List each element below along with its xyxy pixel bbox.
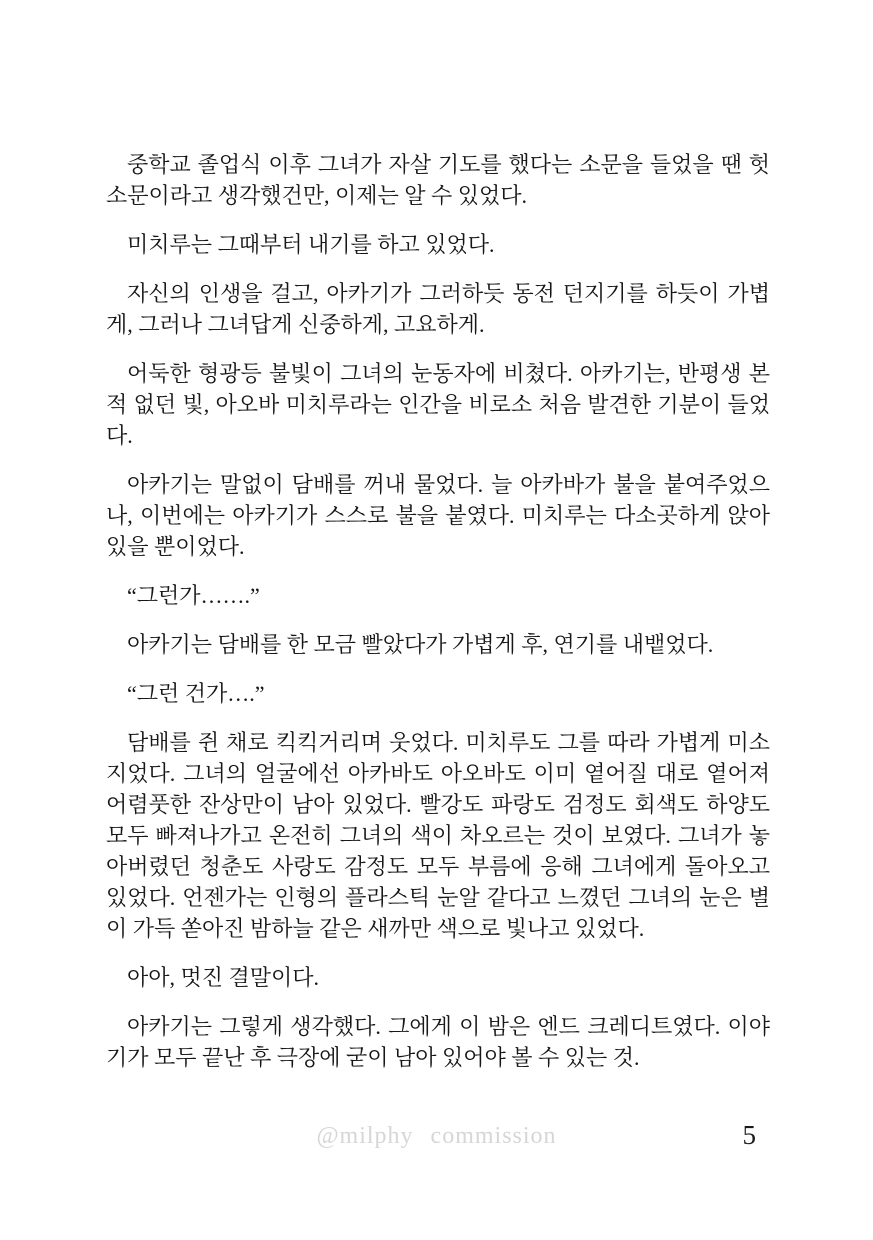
page-number: 5 [742, 1120, 756, 1150]
page-footer [0, 1120, 873, 1164]
paragraph: 아카기는 그렇게 생각했다. 그에게 이 밤은 엔드 크레디트였다. 이야기가 모두 끝난 후 극장에 굳이 남아 있어야 볼 수 있는 것. [106, 1014, 770, 1070]
dialogue-paragraph: “그런 건가….” [127, 681, 265, 706]
paragraph: 아카기는 말없이 담배를 꺼내 물었다. 늘 아카바가 불을 붙여주었으나, 이번에는 아카기가 스스로 불을 붙였다. 미치루는 다소곳하게 앉아 있을 뿐이었다. [106, 472, 770, 559]
paragraph: 어둑한 형광등 불빛이 그녀의 눈동자에 비쳤다. 아카기는, 반평생 본 적 없던 빛, 아오바 미치루라는 인간을 비로소 처음 발견한 기분이 들었다. [106, 361, 770, 448]
watermark: @milphy commission [316, 1123, 557, 1149]
paragraph: 담배를 쥔 채로 킥킥거리며 웃었다. 미치루도 그를 따라 가볍게 미소 지었다. 그녀의 얼굴에선 아카바도 아오바도 이미 옅어질 대로 옅어져 어렴풋한 잔상만이 남아 있었다. 빨강도 파랑도 검정도 회색도 하양도 모두 빠져나가고 온전히 그녀의 색이 차오르는 것이 보였다. 그녀가 놓아버렸던 청춘도 사랑도 감정도 모두 부름에 응해 그녀에게 돌아오고 있었다. 언젠가는 인형의 플라스틱 눈알 같다고 느꼈던 그녀의 눈은 별이 가득 쏟아진 밤하늘 같은 새까만 색으로 빛나고 있었다. [106, 730, 770, 941]
paragraph: 아카기는 담배를 한 모금 빨았다가 가볍게 후, 연기를 내뱉었다. [127, 632, 714, 657]
paragraph: 미치루는 그때부터 내기를 하고 있었다. [127, 232, 495, 257]
body-text [106, 149, 770, 1091]
paragraph: 중학교 졸업식 이후 그녀가 자살 기도를 했다는 소문을 들었을 땐 헛소문이라고 생각했건만, 이제는 알 수 있었다. [106, 152, 770, 208]
dialogue-paragraph: “그런가…….” [127, 583, 260, 608]
paragraph: 아아, 멋진 결말이다. [127, 965, 320, 990]
paragraph: 자신의 인생을 걸고, 아카기가 그러하듯 동전 던지기를 하듯이 가볍게, 그러나 그녀답게 신중하게, 고요하게. [106, 281, 770, 337]
